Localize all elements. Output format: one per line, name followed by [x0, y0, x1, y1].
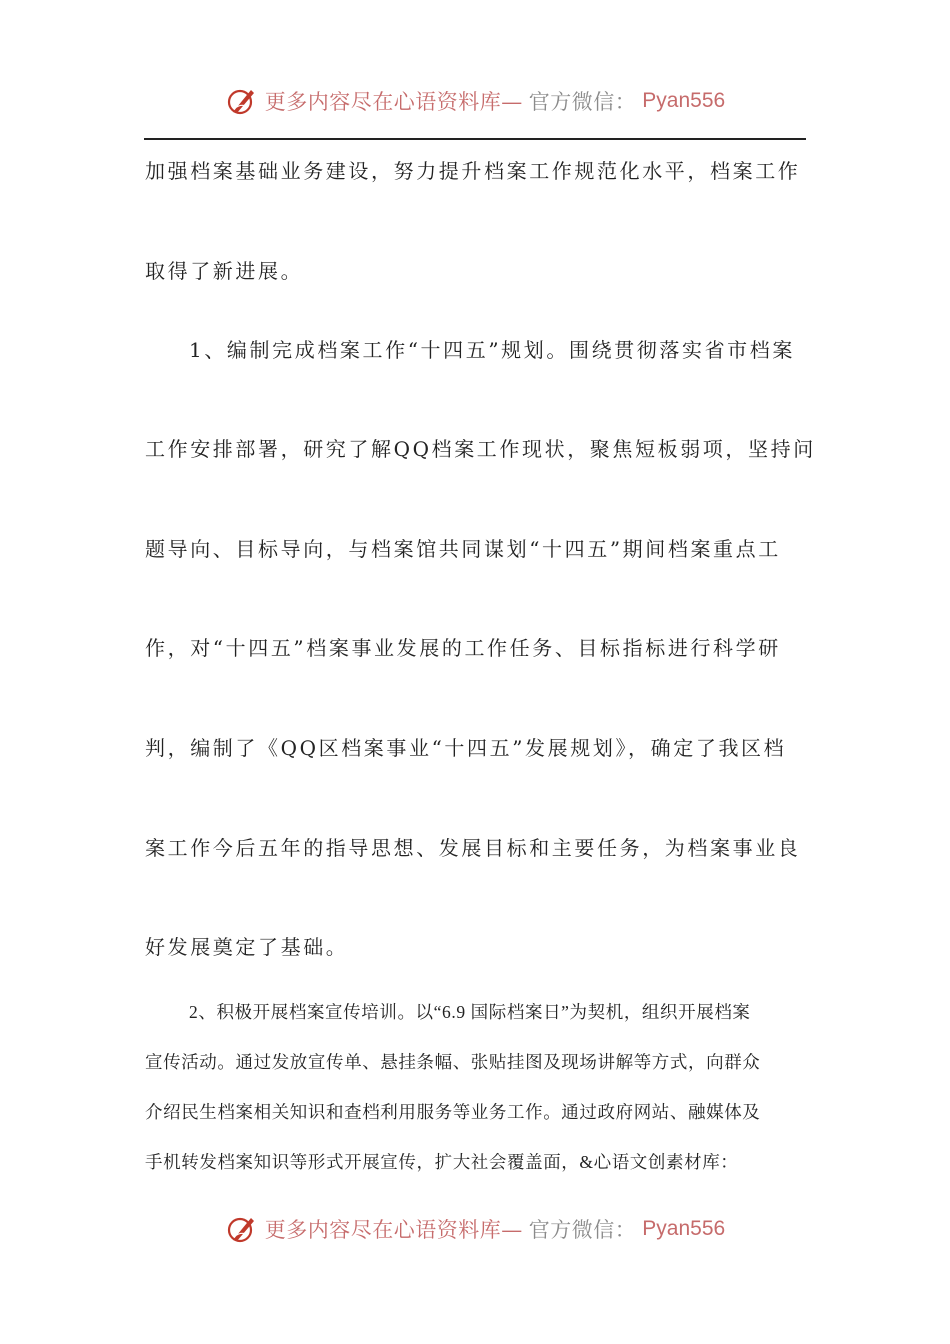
- footer-banner: [0, 1212, 950, 1246]
- banner-wechat-label: 官方微信：: [528, 90, 637, 114]
- banner-wechat-label: 官方微信：: [528, 1218, 637, 1242]
- banner-title: 更多内容尽在心语资料库—: [264, 90, 523, 114]
- quill-logo-icon: [225, 1212, 259, 1246]
- header-divider: [144, 138, 806, 140]
- paragraph-line: 介绍民生档案相关知识和查档利用服务等业务工作。通过政府网站、融媒体及: [145, 1102, 761, 1122]
- quill-logo-icon: [225, 84, 259, 118]
- header-banner: [0, 84, 950, 118]
- paragraph-line: 工作安排部署，研究了解QQ档案工作现状，聚焦短板弱项，坚持问: [145, 437, 816, 461]
- paragraph-line: 判，编制了《QQ区档案事业“十四五”发展规划》，确定了我区档: [145, 736, 787, 760]
- paragraph-line: 题导向、目标导向，与档案馆共同谋划“十四五”期间档案重点工: [145, 537, 781, 561]
- paragraph-line: 好发展奠定了基础。: [145, 935, 349, 959]
- paragraph-line: 手机转发档案知识等形式开展宣传，扩大社会覆盖面，&心语文创素材库：: [145, 1152, 739, 1172]
- banner-title: 更多内容尽在心语资料库—: [264, 1218, 523, 1242]
- banner-wechat-id: Pyan556: [642, 89, 726, 112]
- paragraph-line: 案工作今后五年的指导思想、发展目标和主要任务，为档案事业良: [145, 836, 801, 860]
- paragraph-line: 作，对“十四五”档案事业发展的工作任务、目标指标进行科学研: [145, 636, 781, 660]
- paragraph-line: 取得了新进展。: [145, 259, 304, 283]
- paragraph-line: 2、积极开展档案宣传培训。以“6.9 国际档案日”为契机，组织开展档案: [189, 1002, 751, 1022]
- paragraph-line: 1、编制完成档案工作“十四五”规划。围绕贯彻落实省市档案: [189, 338, 795, 362]
- banner-wechat-id: Pyan556: [642, 1217, 726, 1240]
- paragraph-line: 加强档案基础业务建设，努力提升档案工作规范化水平，档案工作: [145, 159, 801, 183]
- paragraph-line: 宣传活动。通过发放宣传单、悬挂条幅、张贴挂图及现场讲解等方式，向群众: [145, 1052, 761, 1072]
